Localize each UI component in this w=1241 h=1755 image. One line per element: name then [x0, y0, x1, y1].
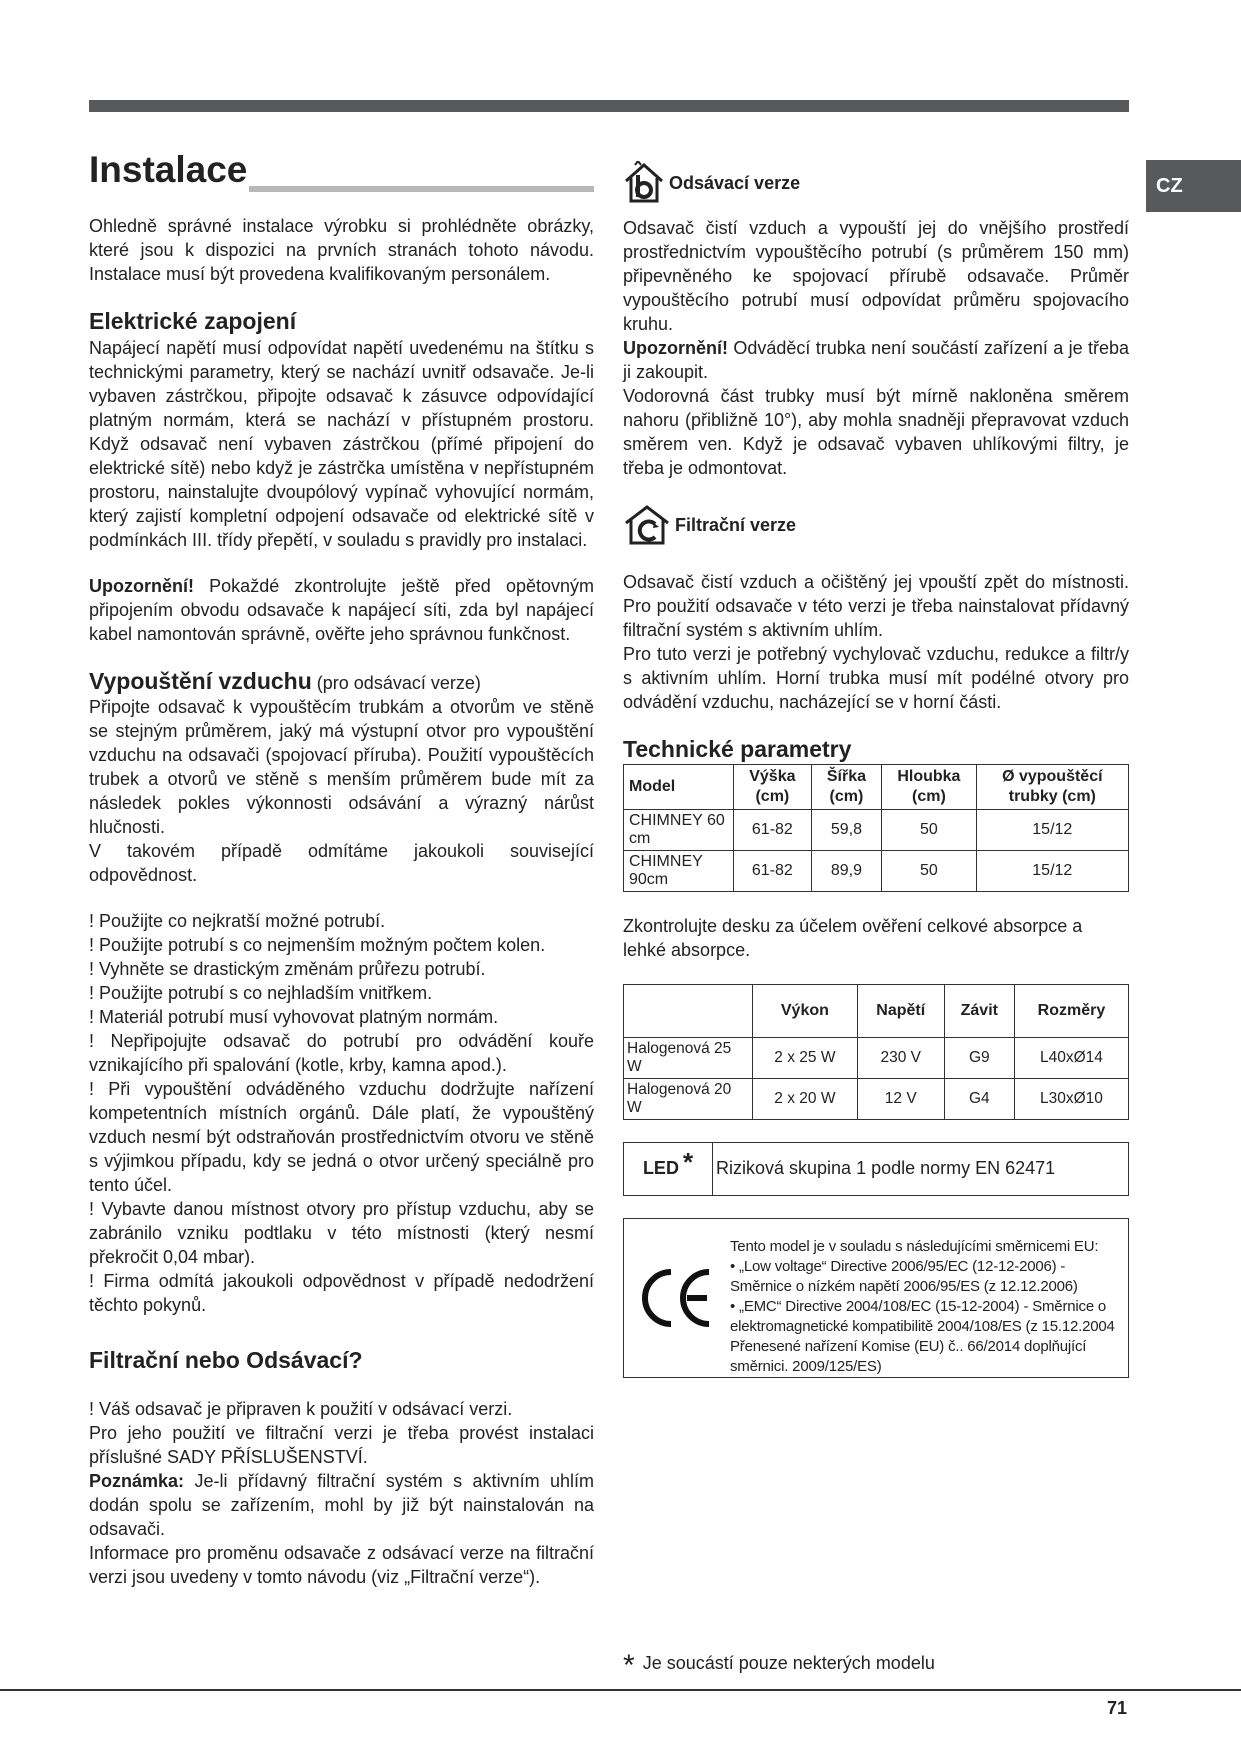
table-header-row [624, 984, 1129, 1037]
table-cell: G9 [944, 1037, 1014, 1078]
extract-heading-row [623, 160, 1129, 206]
exhaust-rule: ! Nepřipojujte odsavač do potrubí pro odvádění kouře vznikajícího při spalování (kotle, krby, kamna apod.). [89, 1031, 594, 1076]
table-header: Hloubka (cm) [882, 764, 976, 809]
table-cell: 50 [882, 850, 976, 891]
warning-label: Upozornění! [89, 575, 194, 596]
foe-note [89, 1469, 594, 1541]
check-text: Zkontrolujte desku za účelem ověření celkové absorpce a lehké absorpce. [623, 915, 1083, 960]
filter-version-icon [623, 503, 671, 547]
table-cell: L30xØ10 [1014, 1078, 1128, 1119]
table-header: Napětí [857, 984, 944, 1037]
bottom-rule [0, 1689, 1241, 1691]
note-label: Poznámka: [89, 1470, 185, 1491]
foe-text-3: Informace pro proměnu odsavače z odsávací verze na filtrační verzi jsou uvedeny v tomto návodu (viz „Filtrační verze“). [89, 1542, 594, 1587]
exhaust-rule: ! Vybavte danou místnost otvory pro přístup vzduchu, aby se zabránilo vzniku podtlaku v této místnosti (který nesmí překročit 0,04 mbar). [89, 1199, 594, 1268]
ce-mark-icon [639, 1266, 715, 1330]
ce-line: Tento model je v souladu s následujícími směrnicemi EU: [730, 1237, 1099, 1255]
exhaust-rule: ! Použijte potrubí s co nejhladším vnitřkem. [89, 983, 433, 1004]
table-header: Model [624, 764, 734, 809]
electric-warning [89, 574, 594, 646]
table-cell: Halogenová 20 W [624, 1078, 753, 1119]
table-row [624, 1037, 1129, 1078]
ce-line: • „Low voltage“ Directive 2006/95/EC (12-12-2006) - Směrnice o nízkém napětí 2006/95/ES (z 12.12.2006) [730, 1257, 1078, 1295]
led-label-cell [624, 1143, 713, 1195]
table-cell: 61-82 [734, 850, 812, 891]
filter-text: Odsavač čistí vzduch a očištěný jej vpouští zpět do místnosti. Pro použití odsavače v této verzi je třeba nainstalovat přídavný filtrační systém s aktivním uhlím. [623, 572, 1129, 640]
electric-text: Napájecí napětí musí odpovídat napětí uvedenému na štítku s technickými parametry, který se nachází uvnitř odsavače. Je-li vybaven zástrčkou, připojte odsavač k zásuvce odpovídající platným normám, která se nachází v přístupném prostoru. Když odsavač není vybaven zástrčkou (přímé připojení do elektrické sítě) nebo když je zástrčka umístěna v nepřístupném prostoru, nainstalujte dvoupólový vypínač vyhovující normám, který zajistí kompletní odpojení odsavače od elektrické sítě v podmínkách III. třídy přepětí, v souladu s pravidly pro instalaci. [89, 337, 594, 550]
filter-text-2: Pro tuto verzi je potřebný vychylovač vzduchu, redukce a filtr/y s aktivním uhlím. Horní trubka musí mít podélné otvory pro odvádění vzduchu, nacházející se v horní části. [623, 644, 1129, 712]
table-cell: L40xØ14 [1014, 1037, 1128, 1078]
warning-text: Odváděcí trubka není součástí zařízení a je třeba ji zakoupit. [623, 338, 1129, 382]
tech-heading: Technické parametry [623, 736, 852, 762]
table-cell: CHIMNEY 60 cm [624, 809, 734, 850]
led-label: LED [642, 1158, 679, 1179]
table-cell: Halogenová 25 W [624, 1037, 753, 1078]
table-cell: 12 V [857, 1078, 944, 1119]
table-cell: 230 V [857, 1037, 944, 1078]
footnote-text: Je soucástí pouze nekterých modelu [642, 1653, 935, 1673]
table-cell: 15/12 [976, 809, 1128, 850]
table-cell: CHIMNEY 90cm [624, 850, 734, 891]
electric-heading: Elektrické zapojení [89, 308, 297, 334]
title-rule [249, 186, 594, 192]
table-cell: 59,8 [811, 809, 881, 850]
ce-mark-cell [624, 1219, 730, 1377]
table-row [624, 809, 1129, 850]
filter-heading-row [623, 502, 1129, 548]
note-text: Je-li přídavný filtrační systém s aktivním uhlím dodán spolu se zařízením, mohl by již být nainstalován na odsavači. [89, 1470, 594, 1539]
exhaust-rule: ! Použijte potrubí s co nejmenším možným počtem kolen. [89, 935, 546, 956]
extract-heading: Odsávací verze [669, 172, 801, 193]
table-cell: 2 x 25 W [753, 1037, 858, 1078]
table-cell: 15/12 [976, 850, 1128, 891]
table-cell: 61-82 [734, 809, 812, 850]
extract-text: Odsavač čistí vzduch a vypouští jej do vnějšího prostředí prostřednictvím vypouštěcího potrubí (s průměrem 150 mm) připevněného ke spojovací přírubě odsavače. Průměr vypouštěcího potrubí musí odpovídat průměru spojovacího kruhu. [623, 218, 1129, 334]
extract-text-2: Vodorovná část trubky musí být mírně nakloněna směrem nahoru (přibližně 10°), aby mohla snadněji přepravovat vzduch směrem ven. Když je odsavač vybaven uhlíkovými filtry, je třeba je odmontovat. [623, 386, 1129, 478]
ce-box [623, 1218, 1129, 1378]
table-header: Šířka (cm) [811, 764, 881, 809]
extraction-version-icon [623, 161, 665, 205]
table-cell: 89,9 [811, 850, 881, 891]
table-cell: 50 [882, 809, 976, 850]
foe-text-2: Pro jeho použití ve filtrační verzi je třeba provést instalaci příslušné SADY PŘÍSLUŠENSTVÍ. [89, 1422, 594, 1467]
asterisk: * [682, 1147, 694, 1178]
asterisk: * [623, 1649, 635, 1682]
table-cell: G4 [944, 1078, 1014, 1119]
top-bar [89, 100, 1129, 112]
foe-text-1: ! Váš odsavač je připraven k použití v odsávací verzi. [89, 1398, 513, 1419]
exhaust-rule: ! Materiál potrubí musí vyhovovat platným normám. [89, 1007, 499, 1028]
exhaust-rule: ! Použijte co nejkratší možné potrubí. [89, 911, 386, 932]
exhaust-rule: ! Při vypouštění odváděného vzduchu dodržujte nařízení kompetentních místních orgánů. Dále platí, že vypouštěný vzduch nesmí být odstraňován prostřednictvím otvoru ve stěně s výjimkou případu, kdy se jedná o otvor určený speciálně pro tento účel. [89, 1079, 594, 1196]
table-row [624, 1078, 1129, 1119]
table-row [624, 850, 1129, 891]
ce-text [730, 1219, 1128, 1377]
warning-label: Upozornění! [623, 338, 728, 358]
led-risk-text: Riziková skupina 1 podle normy EN 62471 [716, 1158, 1056, 1179]
exhaust-liability: V takovém případě odmítáme jakoukoli související odpovědnost. [89, 841, 594, 886]
table-cell: 2 x 20 W [753, 1078, 858, 1119]
table-header: Rozměry [1014, 984, 1128, 1037]
ce-line: • „EMC“ Directive 2004/108/EC (15-12-2004) - Směrnice o elektromagnetické kompatibilitě 2004/108/ES (z 15.12.2004 Přenesené nařízení Komise (EU) č.. 66/2014 doplňující směrnici. 2009/125/ES) [730, 1297, 1115, 1375]
left-column [89, 150, 594, 1589]
warning-text: Pokaždé zkontrolujte ještě před opětovným připojením obvodu odsavače k napájecí síti, zda byl napájecí kabel namontován správně, ověřte jeho správnou funkčnost. [89, 575, 594, 644]
language-tab: CZ [1146, 160, 1241, 212]
exhaust-text: Připojte odsavač k vypouštěcím trubkám a otvorům ve stěně se stejným průměrem, jaký má výstupní otvor pro vypouštění vzduchu na odsavači (spojovací příruba). Použití vypouštěcích trubek a otvorů ve stěně s menším průměrem bude mít za následek pokles výkonnosti odsávání a výrazný nárůst hlučnosti. [89, 697, 594, 838]
exhaust-rule: ! Vyhněte se drastickým změnám průřezu potrubí. [89, 959, 486, 980]
tech-table [623, 764, 1129, 892]
exhaust-heading [89, 668, 594, 696]
led-box [623, 1142, 1129, 1196]
title-block [89, 150, 594, 194]
filter-heading: Filtrační verze [675, 514, 797, 535]
table-header: Výkon [753, 984, 858, 1037]
table-header: Výška (cm) [734, 764, 812, 809]
footnote [623, 1643, 935, 1682]
filter-or-extract-heading: Filtrační nebo Odsávací? [89, 1347, 363, 1374]
page-title: Instalace [89, 149, 248, 190]
exhaust-rule: ! Firma odmítá jakoukoli odpovědnost v případě nedodržení těchto pokynů. [89, 1271, 594, 1316]
table-header [624, 984, 753, 1037]
page-number: 71 [1107, 1698, 1128, 1718]
exhaust-heading-main: Vypouštění vzduchu [89, 667, 312, 694]
table-header-row [624, 764, 1129, 809]
table-header: Ø vypouštěcí trubky (cm) [976, 764, 1128, 809]
extract-warning [623, 336, 1129, 384]
table-header: Závit [944, 984, 1014, 1037]
exhaust-heading-sub: (pro odsávací verze) [311, 672, 481, 693]
right-column [623, 160, 1129, 1378]
halogen-table [623, 984, 1129, 1120]
intro-text: Ohledně správné instalace výrobku si prohlédněte obrázky, které jsou k dispozici na prvních stranách tohoto návodu. Instalace musí být provedena kvalifikovaným personálem. [89, 216, 594, 284]
